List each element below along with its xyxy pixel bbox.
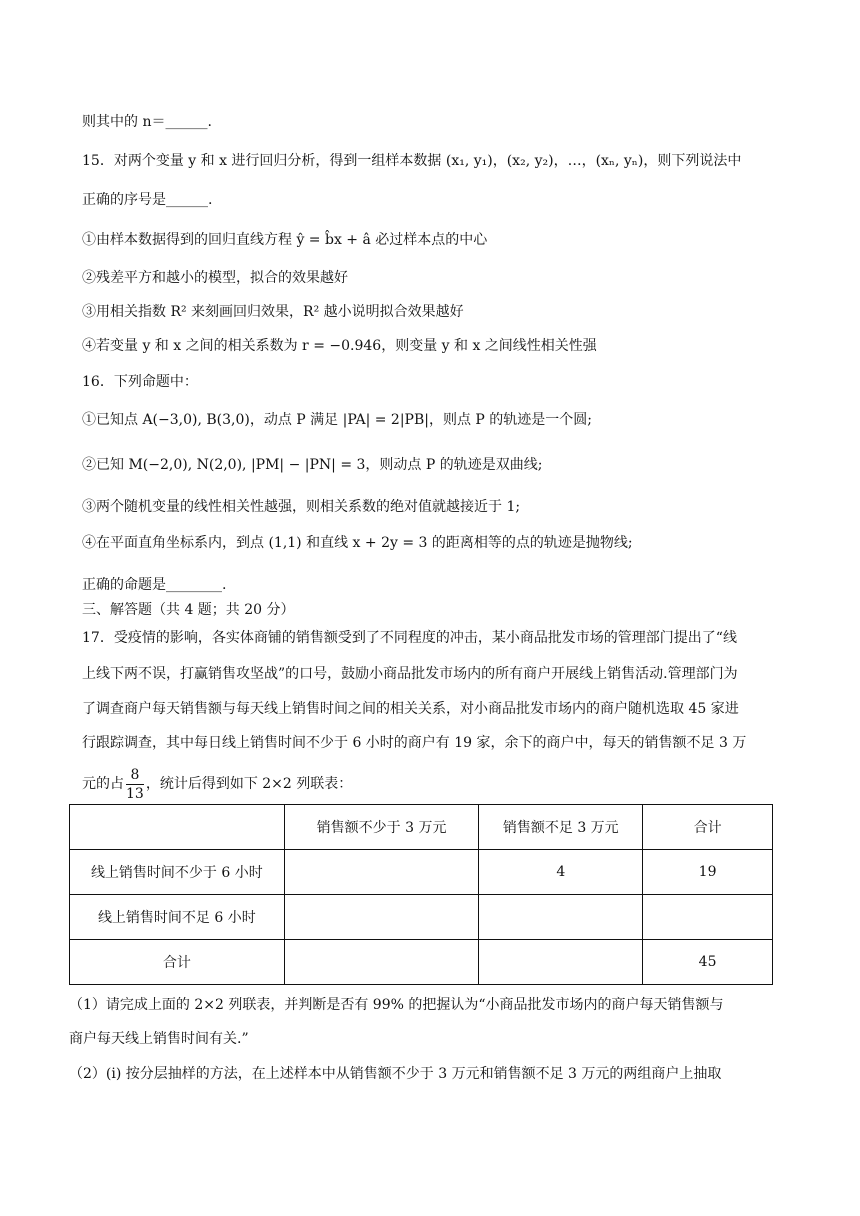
table-cell bbox=[284, 940, 479, 985]
table-header-cell: 销售额不足 3 万元 bbox=[479, 805, 643, 850]
table-row bbox=[70, 940, 773, 985]
table-cell bbox=[479, 895, 643, 940]
fill-blank-n: 则其中的 n＝______. bbox=[82, 114, 212, 130]
table-header-cell: 销售额不少于 3 万元 bbox=[284, 805, 479, 850]
question-17-line-2: 上线下两不误，打赢销售攻坚战”的口号，鼓励小商品批发市场内的所有商户开展线上销售活动.管理部门为 bbox=[82, 666, 738, 682]
fraction-8-13 bbox=[126, 766, 144, 803]
question-15-stem-cont: 正确的序号是______. bbox=[82, 192, 213, 208]
table-cell bbox=[479, 940, 643, 985]
q16-option-1: ①已知点 A(−3,0), B(3,0)，动点 P 满足 |PA| = 2|PB|，则点 P 的轨迹是一个圆; bbox=[82, 412, 593, 428]
table-cell bbox=[284, 850, 479, 895]
contingency-table bbox=[69, 804, 773, 985]
table-row bbox=[70, 895, 773, 940]
q17-part-2-line-1: （2）(i) 按分层抽样的方法，在上述样本中从销售额不少于 3 万元和销售额不足 3 万元的两组商户上抽取 bbox=[69, 1066, 722, 1082]
question-16-stem: 16．下列命题中： bbox=[82, 374, 198, 390]
q15-option-4: ④若变量 y 和 x 之间的相关系数为 r = −0.946，则变量 y 和 x 之间线性相关性强 bbox=[82, 338, 597, 354]
table-header-cell: 合计 bbox=[643, 805, 773, 850]
question-17-line-3: 了调查商户每天销售额与每天线上销售时间之间的相关关系，对小商品批发市场内的商户随机选取 45 家进 bbox=[82, 701, 739, 717]
table-header-cell bbox=[70, 805, 285, 850]
q15-option-2: ②残差平方和越小的模型，拟合的效果越好 bbox=[82, 270, 348, 286]
question-17-line-4: 行跟踪调查，其中每日线上销售时间不少于 6 小时的商户有 19 家，余下的商户中，每天的销售额不足 3 万 bbox=[82, 735, 747, 751]
q15-option-3: ③用相关指数 R² 来刻画回归效果，R² 越小说明拟合效果越好 bbox=[82, 304, 464, 320]
fraction-denominator: 13 bbox=[126, 785, 144, 802]
q17-part-1-line-1: （1）请完成上面的 2×2 列联表，并判断是否有 99% 的把握认为“小商品批发市场内的商户每天销售额与 bbox=[69, 997, 724, 1013]
question-17-line-5 bbox=[82, 764, 352, 804]
q15-option-1: ①由样本数据得到的回归直线方程 ŷ = b̂x + â 必过样本点的中心 bbox=[82, 232, 488, 248]
table-cell: 4 bbox=[479, 850, 643, 895]
q16-option-4: ④在平面直角坐标系内，到点 (1,1) 和直线 x + 2y = 3 的距离相等的点的轨迹是抛物线; bbox=[82, 535, 633, 551]
section-3-heading: 三、解答题（共 4 题；共 20 分） bbox=[82, 602, 295, 618]
q17-line-5-prefix: 元的占 bbox=[82, 776, 124, 792]
table-cell bbox=[643, 895, 773, 940]
table-cell: 45 bbox=[643, 940, 773, 985]
table-row bbox=[70, 850, 773, 895]
q16-answer-blank: 正确的命题是________. bbox=[82, 577, 227, 593]
table-cell bbox=[284, 895, 479, 940]
table-cell: 合计 bbox=[70, 940, 285, 985]
table-cell: 线上销售时间不足 6 小时 bbox=[70, 895, 285, 940]
table-header-row bbox=[70, 805, 773, 850]
question-17-line-1: 17．受疫情的影响，各实体商铺的销售额受到了不同程度的冲击，某小商品批发市场的管理部门提出了“线 bbox=[82, 630, 737, 646]
q17-part-1-line-2: 商户每天线上销售时间有关.” bbox=[69, 1031, 249, 1047]
q16-option-2: ②已知 M(−2,0), N(2,0), |PM| − |PN| = 3，则动点 P 的轨迹是双曲线; bbox=[82, 457, 543, 473]
table-cell: 线上销售时间不少于 6 小时 bbox=[70, 850, 285, 895]
question-15-stem: 15．对两个变量 y 和 x 进行回归分析，得到一组样本数据 (x₁, y₁)，(x₂, y₂)，…，(xₙ, yₙ)，则下列说法中 bbox=[82, 153, 742, 169]
q17-line-5-suffix: ，统计后得到如下 2×2 列联表： bbox=[145, 776, 353, 792]
fraction-numerator: 8 bbox=[126, 766, 144, 785]
table-cell: 19 bbox=[643, 850, 773, 895]
q16-option-3: ③两个随机变量的线性相关性越强，则相关系数的绝对值就越接近于 1; bbox=[82, 499, 521, 515]
